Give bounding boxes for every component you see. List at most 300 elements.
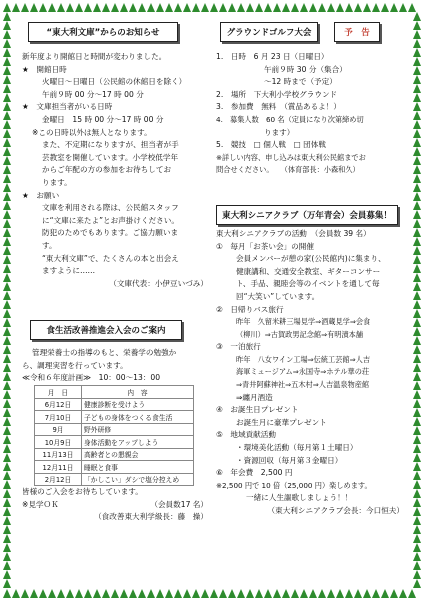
senior-line: ① 毎月「お茶い会」の開催	[216, 241, 314, 251]
notice-line: からご年配の方の参加をお待ちしてお	[42, 165, 172, 175]
tree-icon	[413, 570, 421, 579]
tree-icon	[413, 201, 421, 210]
table-row	[35, 398, 194, 411]
tree-icon	[291, 3, 299, 12]
tree-icon	[219, 3, 227, 12]
ground-header	[216, 22, 404, 42]
tree-icon	[84, 3, 92, 12]
tree-icon	[3, 300, 11, 309]
tree-icon	[255, 3, 263, 12]
right-column	[216, 22, 404, 518]
tree-icon	[318, 589, 326, 598]
tree-icon	[413, 237, 421, 246]
tree-icon	[413, 471, 421, 480]
tree-icon	[345, 589, 353, 598]
notice-line: ります。	[42, 177, 72, 187]
tree-icon	[3, 75, 11, 84]
tree-icon	[30, 3, 38, 12]
tree-icon	[156, 3, 164, 12]
tree-icon	[3, 480, 11, 489]
tree-icon	[3, 111, 11, 120]
tree-icon	[413, 156, 421, 165]
tree-icon	[408, 3, 416, 12]
notice-line: ★ お願い	[22, 190, 60, 200]
senior-title-box	[216, 205, 398, 225]
notice-title: “東大利文庫”からのお知らせ	[46, 28, 160, 38]
tree-icon	[413, 543, 421, 552]
tree-icon	[3, 381, 11, 390]
shoku-kengaku-row	[22, 499, 208, 512]
tree-icon	[3, 534, 11, 543]
tree-icon	[413, 129, 421, 138]
notice-line: 新年度より開館日と時間が変わりました。	[22, 52, 167, 61]
tree-icon	[3, 246, 11, 255]
tree-icon	[3, 525, 11, 534]
tree-icon	[192, 589, 200, 598]
tree-icon	[413, 147, 421, 156]
tree-icon	[413, 354, 421, 363]
tree-icon	[30, 589, 38, 598]
tree-icon	[372, 3, 380, 12]
tree-icon	[3, 363, 11, 372]
tree-icon	[327, 3, 335, 12]
table-row	[35, 473, 194, 486]
tree-icon	[413, 210, 421, 219]
tree-icon	[237, 3, 245, 12]
tree-icon	[413, 183, 421, 192]
tree-icon	[3, 93, 11, 102]
tree-icon	[413, 300, 421, 309]
tree-icon	[3, 84, 11, 93]
senior-line: ⑥ 年会費 2,500 円	[216, 468, 293, 478]
tree-icon	[48, 3, 56, 12]
tree-icon	[3, 66, 11, 75]
schedule-table	[34, 385, 194, 486]
tree-icon	[413, 57, 421, 66]
shoku-line: ら、調理実習を行っています。	[22, 360, 128, 370]
tree-icon	[3, 462, 11, 471]
tree-icon	[413, 138, 421, 147]
tree-icon	[336, 589, 344, 598]
tree-icon	[273, 589, 281, 598]
senior-line: 回“大笑い”しています。	[236, 291, 320, 301]
tree-icon	[3, 174, 11, 183]
tree-icon	[3, 291, 11, 300]
tree-icon	[3, 507, 11, 516]
tree-icon	[3, 327, 11, 336]
shoku-footer: （食改善東大利学級長：藤 操）	[94, 512, 208, 522]
table-row	[35, 448, 194, 461]
senior-line: （柳川）⇒古賀政男記念館⇒有明漬本舗	[236, 329, 364, 339]
schedule-header: 月 日	[35, 386, 82, 399]
tree-icon	[3, 426, 11, 435]
notice-line: ★ 開館日時	[22, 64, 67, 74]
tree-icon	[3, 318, 11, 327]
senior-line: ⇒青井阿蘇神社⇒五木村⇒人吉温泉物産館	[236, 380, 370, 390]
tree-icon	[413, 219, 421, 228]
senior-line: ※2,500 円で 10 倍（25,000 円）楽しめます。	[216, 480, 372, 490]
ground-line: 3. 参加費 無料 （賞品あるよ！）	[216, 102, 341, 112]
tree-icon	[413, 426, 421, 435]
notice-body	[22, 51, 208, 290]
tree-icon	[21, 3, 29, 12]
tree-icon	[120, 589, 128, 598]
tree-icon	[413, 255, 421, 264]
tree-icon	[75, 3, 83, 12]
tree-icon	[413, 534, 421, 543]
senior-body	[216, 228, 404, 518]
tree-icon	[413, 444, 421, 453]
tree-icon	[228, 589, 236, 598]
tree-icon	[183, 3, 191, 12]
tree-icon	[413, 102, 421, 111]
tree-icon	[390, 3, 398, 12]
tree-icon	[183, 589, 191, 598]
schedule-header: 内 容	[82, 386, 194, 399]
tree-icon	[413, 48, 421, 57]
schedule-date: 10月9日	[35, 436, 82, 449]
tree-icon	[413, 561, 421, 570]
schedule-content: 子どもの身体をつくる食生活	[82, 411, 194, 424]
ground-line: ～12 時まで（予定）	[264, 77, 337, 87]
tree-icon	[3, 138, 11, 147]
tree-icon	[246, 589, 254, 598]
tree-icon	[413, 363, 421, 372]
shoku-line: ≪令和６年度計画≫ 10：00～13：00	[22, 373, 161, 383]
tree-icon	[399, 589, 407, 598]
schedule-date: 7月10日	[35, 411, 82, 424]
tree-icon	[3, 489, 11, 498]
tree-icon	[39, 3, 47, 12]
tree-icon	[3, 228, 11, 237]
notice-line: 防犯のためでもあります。ご協力願いま	[42, 228, 179, 238]
tree-icon	[3, 516, 11, 525]
tree-icon	[3, 48, 11, 57]
tree-icon	[3, 354, 11, 363]
tree-icon	[3, 210, 11, 219]
tree-icon	[219, 589, 227, 598]
ground-badge-box	[334, 22, 380, 42]
senior-line: 昨年 久留米耕三場見学⇒酒蔵見学⇒会食	[236, 317, 371, 327]
tree-icon	[66, 3, 74, 12]
tree-icon	[138, 3, 146, 12]
tree-icon	[111, 3, 119, 12]
tree-icon	[327, 589, 335, 598]
tree-icon	[93, 589, 101, 598]
tree-icon	[381, 3, 389, 12]
schedule-content: 野外研修	[82, 423, 194, 436]
tree-icon	[3, 57, 11, 66]
tree-icon	[3, 336, 11, 345]
notice-signature: （文庫代表：小伊豆いづみ）	[109, 278, 208, 288]
tree-icon	[3, 201, 11, 210]
tree-icon	[201, 3, 209, 12]
tree-icon	[3, 219, 11, 228]
senior-line: ③ 一泊旅行	[216, 342, 261, 352]
ground-badge: 予 告	[344, 28, 370, 38]
tree-icon	[413, 579, 421, 588]
notice-line: 火曜日～日曜日（公民館の休館日を除く）	[42, 77, 187, 87]
table-row	[35, 411, 194, 424]
tree-icon	[255, 589, 263, 598]
shoku-after: 皆様のご入会をお待ちしています。	[22, 487, 143, 497]
tree-icon	[3, 282, 11, 291]
tree-icon	[413, 39, 421, 48]
tree-icon	[111, 589, 119, 598]
shoku-members: （会員数17 名）	[150, 499, 208, 509]
tree-icon	[309, 3, 317, 12]
schedule-date: 12月11日	[35, 461, 82, 474]
tree-icon	[138, 589, 146, 598]
tree-icon	[291, 589, 299, 598]
tree-icon	[413, 345, 421, 354]
tree-icon	[363, 589, 371, 598]
notice-line: ※この日時以外は無人となります。	[32, 127, 152, 137]
schedule-content: 高齢者との懇親会	[82, 448, 194, 461]
senior-signature: （東大利シニアクラブ会長：今口恒夫）	[267, 506, 404, 515]
tree-icon	[210, 3, 218, 12]
tree-icon	[3, 471, 11, 480]
tree-icon	[3, 12, 11, 21]
tree-icon	[408, 589, 416, 598]
table-row	[35, 423, 194, 436]
schedule-date: 2月12日	[35, 473, 82, 486]
schedule-date: 9月	[35, 423, 82, 436]
tree-icon	[3, 390, 11, 399]
senior-line: 東大利シニアクラブの活動 （会員数 39 名）	[216, 228, 371, 238]
shoku-body	[22, 347, 208, 524]
tree-icon	[309, 589, 317, 598]
tree-icon	[48, 589, 56, 598]
tree-icon	[165, 3, 173, 12]
tree-icon	[413, 192, 421, 201]
notice-title-box	[28, 22, 178, 42]
tree-icon	[413, 552, 421, 561]
tree-icon	[3, 579, 11, 588]
table-row	[35, 461, 194, 474]
shoku-kengaku: ※見学ＯＫ	[22, 499, 59, 509]
tree-icon	[413, 318, 421, 327]
tree-icon	[21, 589, 29, 598]
tree-icon	[363, 3, 371, 12]
senior-line: ・環境美化活動（毎月第１土曜日）	[236, 443, 358, 453]
tree-icon	[120, 3, 128, 12]
tree-icon	[3, 570, 11, 579]
tree-icon	[174, 3, 182, 12]
schedule-content: 「かしこい」ダシで塩分控えめ	[82, 473, 194, 486]
tree-icon	[413, 390, 421, 399]
tree-icon	[413, 435, 421, 444]
tree-icon	[210, 589, 218, 598]
tree-icon	[228, 3, 236, 12]
tree-icon	[354, 589, 362, 598]
ground-line: ※詳しい内容、申し込みは東大利公民館までお	[216, 152, 366, 162]
tree-icon	[3, 147, 11, 156]
tree-icon	[3, 237, 11, 246]
tree-icon	[413, 309, 421, 318]
tree-icon	[93, 3, 101, 12]
left-column	[22, 22, 208, 524]
senior-line: お誕生月に豪華プレゼント	[236, 417, 327, 427]
tree-icon	[413, 525, 421, 534]
tree-icon	[413, 75, 421, 84]
notice-line: に“文庫に来たよ”とお声掛けください。	[42, 215, 179, 225]
tree-icon	[282, 3, 290, 12]
senior-line: 海軍ミュージアム⇒永国寺⇒ホテル華の荘	[236, 367, 370, 377]
tree-icon	[413, 507, 421, 516]
ground-line: 午前９時 30 分（集合）	[264, 64, 347, 74]
tree-icon	[3, 39, 11, 48]
tree-icon	[12, 589, 20, 598]
schedule-date: 6月12日	[35, 398, 82, 411]
tree-icon	[3, 120, 11, 129]
tree-icon	[3, 453, 11, 462]
tree-icon	[3, 552, 11, 561]
ground-line: 5. 競技 □ 個人戦 □ 団体戦	[216, 140, 326, 150]
tree-icon	[147, 3, 155, 12]
tree-icon	[413, 84, 421, 93]
notice-line: 金曜日 15 時 00 分～17 時 00 分	[42, 114, 164, 124]
tree-icon	[84, 589, 92, 598]
notice-line: ★ 文庫担当者がいる日時	[22, 102, 113, 112]
tree-icon	[3, 3, 11, 12]
tree-icon	[201, 589, 209, 598]
tree-icon	[399, 3, 407, 12]
tree-icon	[3, 192, 11, 201]
tree-icon	[413, 291, 421, 300]
tree-icon	[3, 264, 11, 273]
shoku-title: 食生活改善推進会入会のご案内	[46, 326, 166, 337]
tree-icon	[413, 228, 421, 237]
senior-line: 一緒に人生謳歌しましょう！！	[246, 493, 353, 503]
tree-icon	[413, 372, 421, 381]
tree-icon	[66, 589, 74, 598]
tree-icon	[372, 589, 380, 598]
tree-icon	[3, 589, 11, 598]
tree-icon	[413, 480, 421, 489]
tree-icon	[354, 3, 362, 12]
tree-icon	[413, 498, 421, 507]
tree-icon	[3, 273, 11, 282]
tree-icon	[336, 3, 344, 12]
tree-icon	[413, 336, 421, 345]
tree-icon	[413, 93, 421, 102]
tree-icon	[300, 589, 308, 598]
senior-line: 昨年 八女ワイン工場⇒伝統工芸館⇒人吉	[236, 354, 371, 364]
tree-icon	[3, 30, 11, 39]
senior-line: ⇒纏月酒造	[236, 392, 273, 402]
tree-icon	[413, 111, 421, 120]
tree-icon	[413, 327, 421, 336]
tree-icon	[3, 309, 11, 318]
tree-icon	[413, 417, 421, 426]
tree-icon	[413, 453, 421, 462]
tree-icon	[413, 30, 421, 39]
senior-line: ・資源回収（毎月第３金曜日）	[236, 455, 343, 465]
tree-icon	[3, 129, 11, 138]
tree-icon	[413, 120, 421, 129]
tree-icon	[3, 498, 11, 507]
tree-icon	[264, 3, 272, 12]
tree-icon	[3, 408, 11, 417]
tree-icon	[156, 589, 164, 598]
ground-line: 2. 場所 下大利小学校グラウンド	[216, 89, 338, 99]
tree-icon	[3, 444, 11, 453]
ground-body	[216, 51, 404, 177]
tree-icon	[3, 561, 11, 570]
tree-icon	[147, 589, 155, 598]
tree-icon	[413, 408, 421, 417]
tree-icon	[413, 516, 421, 525]
tree-icon	[3, 372, 11, 381]
tree-icon	[381, 589, 389, 598]
tree-icon	[3, 345, 11, 354]
ground-line: 問合せください。 （体育部長：小森和久）	[216, 165, 360, 175]
senior-line: 会員メンバーが憩の家(公民館内)に集まり、	[236, 254, 386, 264]
ground-title-box	[220, 22, 318, 42]
tree-icon	[3, 543, 11, 552]
tree-icon	[246, 3, 254, 12]
tree-icon	[237, 589, 245, 598]
tree-icon	[3, 183, 11, 192]
tree-icon	[3, 156, 11, 165]
ground-line: ります）	[264, 127, 295, 137]
senior-title: 東大利シニアクラブ（万年青会）会員募集！	[222, 210, 392, 221]
tree-icon	[413, 264, 421, 273]
tree-icon	[129, 3, 137, 12]
schedule-content: 身体活動をアップしよう	[82, 436, 194, 449]
tree-icon	[413, 246, 421, 255]
tree-icon	[57, 3, 65, 12]
tree-icon	[318, 3, 326, 12]
tree-icon	[3, 399, 11, 408]
tree-icon	[345, 3, 353, 12]
tree-icon	[12, 3, 20, 12]
tree-icon	[165, 589, 173, 598]
ground-line: 1. 日時 6 月 23 日（日曜日）	[216, 52, 329, 61]
tree-icon	[413, 381, 421, 390]
tree-icon	[413, 462, 421, 471]
tree-icon	[413, 489, 421, 498]
senior-line: ト、手品、親睦会等のイベントを通して毎	[236, 279, 380, 289]
tree-icon	[413, 21, 421, 30]
tree-icon	[3, 417, 11, 426]
table-row	[35, 436, 194, 449]
tree-icon	[57, 589, 65, 598]
tree-icon	[282, 589, 290, 598]
notice-line: 午前９時 00 分～17 時 00 分	[42, 89, 144, 99]
tree-icon	[390, 589, 398, 598]
ground-line: 4. 募集人数 60 名（定員になり次第締め切	[216, 114, 364, 124]
senior-line: ② 日帰りバス旅行	[216, 304, 284, 314]
tree-icon	[413, 273, 421, 282]
tree-icon	[273, 3, 281, 12]
tree-icon	[413, 399, 421, 408]
notice-line: ますように……	[42, 266, 96, 276]
schedule-content: 睡眠と食事	[82, 461, 194, 474]
notice-line: 文庫を利用される際は、公民館スタッフ	[42, 203, 179, 213]
tree-icon	[413, 12, 421, 21]
tree-icon	[3, 255, 11, 264]
tree-icon	[75, 589, 83, 598]
notice-line: “東大利文庫”で、たくさんの本と出会え	[42, 253, 179, 263]
notice-line: 芸教室を開催しています。小学校低学年	[42, 152, 179, 162]
tree-icon	[413, 282, 421, 291]
schedule-header-row	[35, 386, 194, 399]
tree-icon	[174, 589, 182, 598]
senior-line: ④ お誕生日プレゼント	[216, 405, 299, 415]
schedule-content: 健康診断を受けよう	[82, 398, 194, 411]
